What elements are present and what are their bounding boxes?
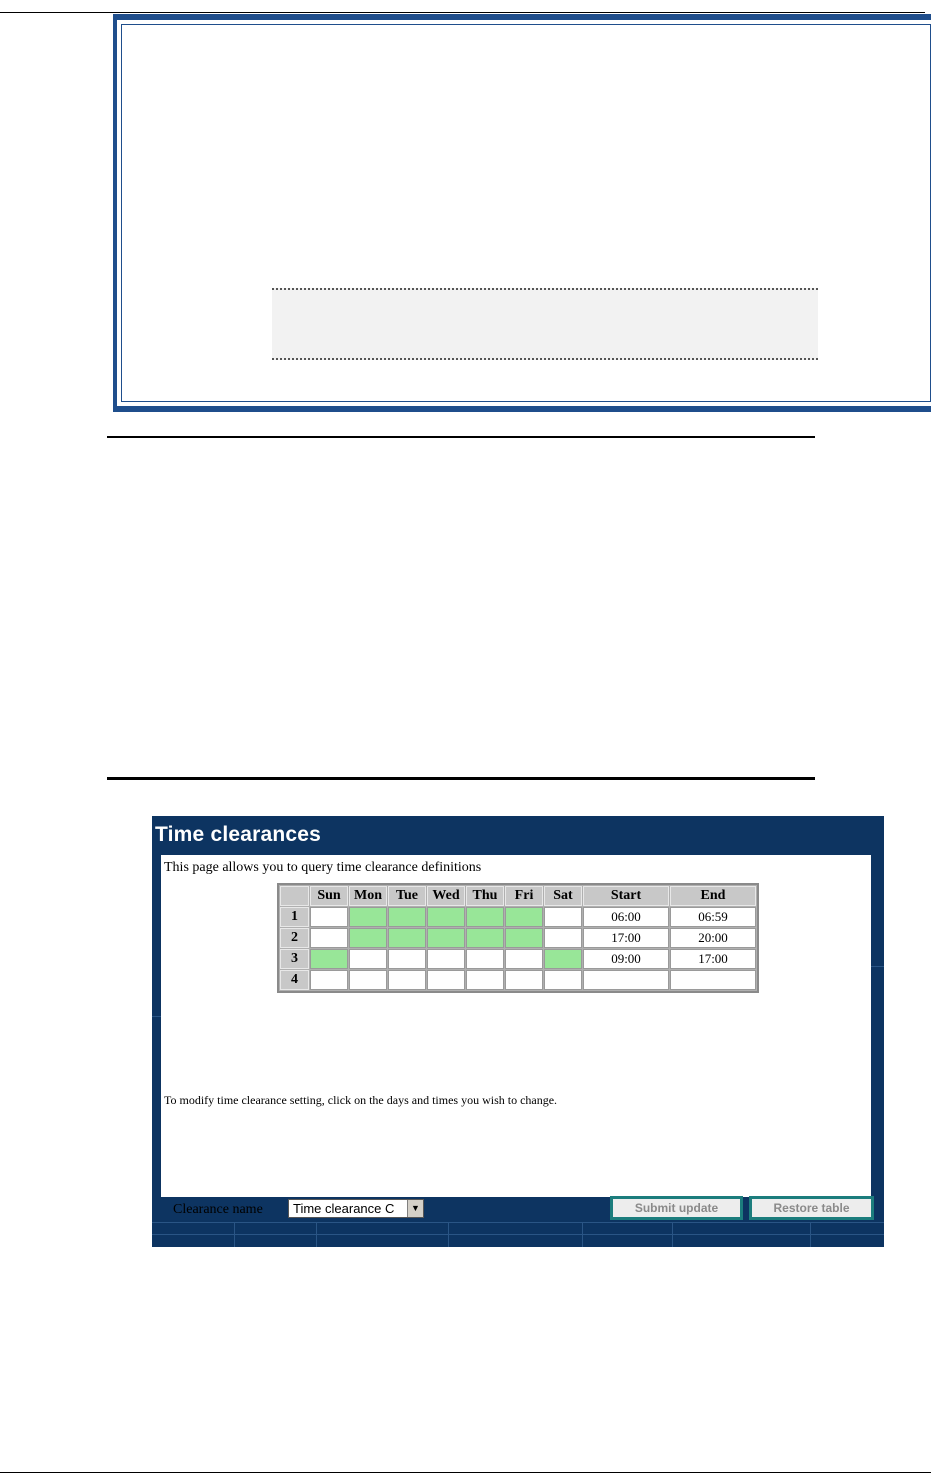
day-cell-sun[interactable] xyxy=(310,949,348,969)
row-number: 1 xyxy=(280,907,309,927)
day-cell-sat[interactable] xyxy=(544,970,582,990)
day-cell-mon[interactable] xyxy=(349,949,387,969)
row-number: 4 xyxy=(280,970,309,990)
day-cell-wed[interactable] xyxy=(427,970,465,990)
chevron-down-icon[interactable]: ▼ xyxy=(407,1200,423,1217)
panel-decoration xyxy=(152,1234,884,1235)
start-time-cell[interactable]: 09:00 xyxy=(583,949,669,969)
column-header-wed: Wed xyxy=(427,886,465,906)
restore-table-button[interactable]: Restore table xyxy=(749,1196,874,1220)
day-cell-tue[interactable] xyxy=(388,949,426,969)
column-header-mon: Mon xyxy=(349,886,387,906)
day-cell-wed[interactable] xyxy=(427,907,465,927)
end-time-cell[interactable] xyxy=(670,970,756,990)
day-cell-thu[interactable] xyxy=(466,970,504,990)
panel-decoration xyxy=(152,1016,161,1017)
table-row xyxy=(280,907,756,927)
day-cell-mon[interactable] xyxy=(349,907,387,927)
day-cell-thu[interactable] xyxy=(466,949,504,969)
end-time-cell[interactable]: 06:59 xyxy=(670,907,756,927)
row-number: 3 xyxy=(280,949,309,969)
day-cell-thu[interactable] xyxy=(466,907,504,927)
page-bottom-rule xyxy=(0,1472,931,1473)
day-cell-sun[interactable] xyxy=(310,907,348,927)
panel-decoration xyxy=(672,1222,673,1247)
column-header-fri: Fri xyxy=(505,886,543,906)
day-cell-sat[interactable] xyxy=(544,949,582,969)
day-cell-mon[interactable] xyxy=(349,928,387,948)
day-cell-fri[interactable] xyxy=(505,928,543,948)
column-header-sat: Sat xyxy=(544,886,582,906)
note-box xyxy=(113,14,931,412)
day-cell-mon[interactable] xyxy=(349,970,387,990)
note-box-inner xyxy=(121,24,931,402)
section-rule xyxy=(107,777,815,780)
day-cell-tue[interactable] xyxy=(388,907,426,927)
day-cell-fri[interactable] xyxy=(505,970,543,990)
panel-decoration xyxy=(448,1222,449,1247)
start-time-cell[interactable] xyxy=(583,970,669,990)
day-cell-sun[interactable] xyxy=(310,928,348,948)
time-clearance-table xyxy=(277,883,759,993)
day-cell-sat[interactable] xyxy=(544,928,582,948)
table-row xyxy=(280,928,756,948)
clearance-name-select[interactable] xyxy=(288,1199,424,1218)
day-cell-wed[interactable] xyxy=(427,949,465,969)
column-header xyxy=(280,886,309,906)
note-band xyxy=(272,288,818,360)
column-header-thu: Thu xyxy=(466,886,504,906)
day-cell-tue[interactable] xyxy=(388,928,426,948)
column-header-end: End xyxy=(670,886,756,906)
modify-hint-text: To modify time clearance setting, click on the days and times you wish to change. xyxy=(164,1093,558,1107)
table-header-row xyxy=(280,886,756,906)
column-header-tue: Tue xyxy=(388,886,426,906)
day-cell-wed[interactable] xyxy=(427,928,465,948)
end-time-cell[interactable]: 20:00 xyxy=(670,928,756,948)
end-time-cell[interactable]: 17:00 xyxy=(670,949,756,969)
start-time-cell[interactable]: 17:00 xyxy=(583,928,669,948)
section-rule xyxy=(107,436,815,438)
intro-text: This page allows you to query time clearance definitions xyxy=(164,860,482,875)
submit-update-button[interactable]: Submit update xyxy=(610,1196,743,1220)
content-area xyxy=(161,855,871,1217)
panel-decoration xyxy=(152,1222,884,1223)
start-time-cell[interactable]: 06:00 xyxy=(583,907,669,927)
time-clearances-panel xyxy=(152,816,884,1247)
panel-decoration xyxy=(234,1222,235,1247)
day-cell-fri[interactable] xyxy=(505,949,543,969)
day-cell-sun[interactable] xyxy=(310,970,348,990)
day-cell-sat[interactable] xyxy=(544,907,582,927)
table-row xyxy=(280,970,756,990)
panel-decoration xyxy=(871,966,884,967)
row-number: 2 xyxy=(280,928,309,948)
panel-decoration xyxy=(810,1222,811,1247)
page-title: Time clearances xyxy=(155,823,322,846)
panel-decoration xyxy=(582,1222,583,1247)
page-top-rule xyxy=(0,12,925,13)
table-row xyxy=(280,949,756,969)
clearance-name-label: Clearance name xyxy=(173,1202,263,1217)
column-header-start: Start xyxy=(583,886,669,906)
column-header-sun: Sun xyxy=(310,886,348,906)
day-cell-tue[interactable] xyxy=(388,970,426,990)
day-cell-fri[interactable] xyxy=(505,907,543,927)
day-cell-thu[interactable] xyxy=(466,928,504,948)
panel-decoration xyxy=(316,1222,317,1247)
clearance-name-value: Time clearance C xyxy=(293,1201,395,1216)
